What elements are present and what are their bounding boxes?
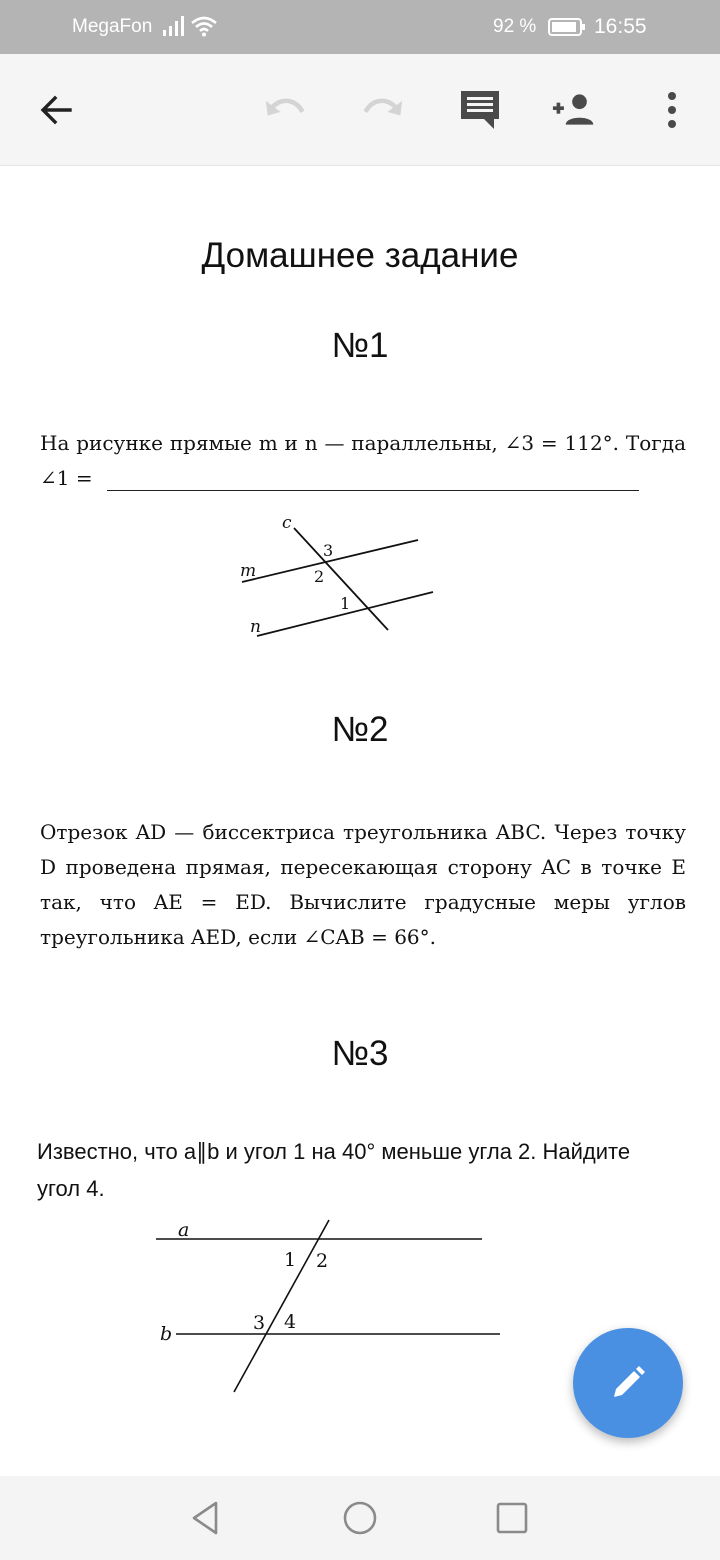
label-m: m bbox=[240, 561, 257, 581]
carrier-name: MegaFon bbox=[72, 16, 153, 37]
undo-icon bbox=[264, 90, 308, 130]
redo-icon bbox=[360, 90, 404, 130]
label-angle-1: 1 bbox=[340, 594, 351, 613]
task-2-heading: №2 bbox=[331, 710, 389, 749]
app-toolbar bbox=[0, 54, 720, 166]
system-nav-bar bbox=[0, 1476, 720, 1560]
task-3-heading: №3 bbox=[331, 1034, 389, 1073]
answer-blank-line bbox=[107, 490, 639, 491]
clock: 16:55 bbox=[594, 15, 647, 38]
more-vertical-icon bbox=[662, 90, 682, 130]
task-1-heading: №1 bbox=[331, 326, 389, 365]
battery-percent: 92 % bbox=[493, 16, 537, 37]
label-angle-4: 4 bbox=[284, 1311, 297, 1333]
label-b: b bbox=[160, 1323, 173, 1345]
task-1-figure bbox=[230, 508, 450, 648]
more-options-button[interactable] bbox=[650, 88, 694, 132]
task-1-text bbox=[40, 426, 686, 496]
label-angle-2: 2 bbox=[314, 567, 325, 586]
transversal bbox=[234, 1220, 329, 1392]
comment-button[interactable] bbox=[458, 88, 502, 132]
redo-button[interactable] bbox=[360, 88, 404, 132]
battery-icon bbox=[548, 17, 586, 37]
label-angle-2: 2 bbox=[316, 1250, 329, 1272]
person-add-icon bbox=[552, 90, 596, 130]
wifi-icon bbox=[190, 15, 218, 37]
label-angle-3: 3 bbox=[323, 541, 334, 560]
pencil-edit-icon bbox=[608, 1363, 648, 1403]
back-button[interactable] bbox=[34, 88, 78, 132]
triangle-back-icon[interactable] bbox=[186, 1498, 226, 1538]
label-a: a bbox=[178, 1219, 190, 1241]
edit-fab-button[interactable] bbox=[573, 1328, 683, 1438]
task-3-text: Известно, что a∥b и угол 1 на 40° меньше угла 2. Найдите угол 4. bbox=[37, 1139, 631, 1201]
label-n: n bbox=[250, 617, 261, 637]
add-person-button[interactable] bbox=[552, 88, 596, 132]
circle-home-icon[interactable] bbox=[340, 1498, 380, 1538]
label-angle-1: 1 bbox=[284, 1249, 297, 1271]
comment-icon bbox=[458, 88, 502, 132]
signal-icon bbox=[162, 15, 186, 37]
label-angle-3: 3 bbox=[253, 1312, 266, 1334]
square-recents-icon[interactable] bbox=[492, 1498, 532, 1538]
undo-button[interactable] bbox=[264, 88, 308, 132]
task-3-figure bbox=[150, 1214, 510, 1398]
task-2-text: Отрезок AD — биссектриса треугольника ABC. Через точку D проведена прямая, пересекающая сторону AC в точке E так, что AE = ED. Вычислите градусные меры углов треугольника AED, если ∠CAB = 66°. bbox=[40, 820, 686, 949]
status-bar bbox=[0, 0, 720, 54]
document-title: Домашнее задание bbox=[201, 236, 519, 275]
arrow-back-icon bbox=[36, 90, 76, 130]
task-1-statement: На рисунке прямые m и n — параллельны, ∠3 = 112°. Тогда ∠1 = bbox=[40, 431, 686, 490]
label-c: c bbox=[282, 513, 292, 533]
